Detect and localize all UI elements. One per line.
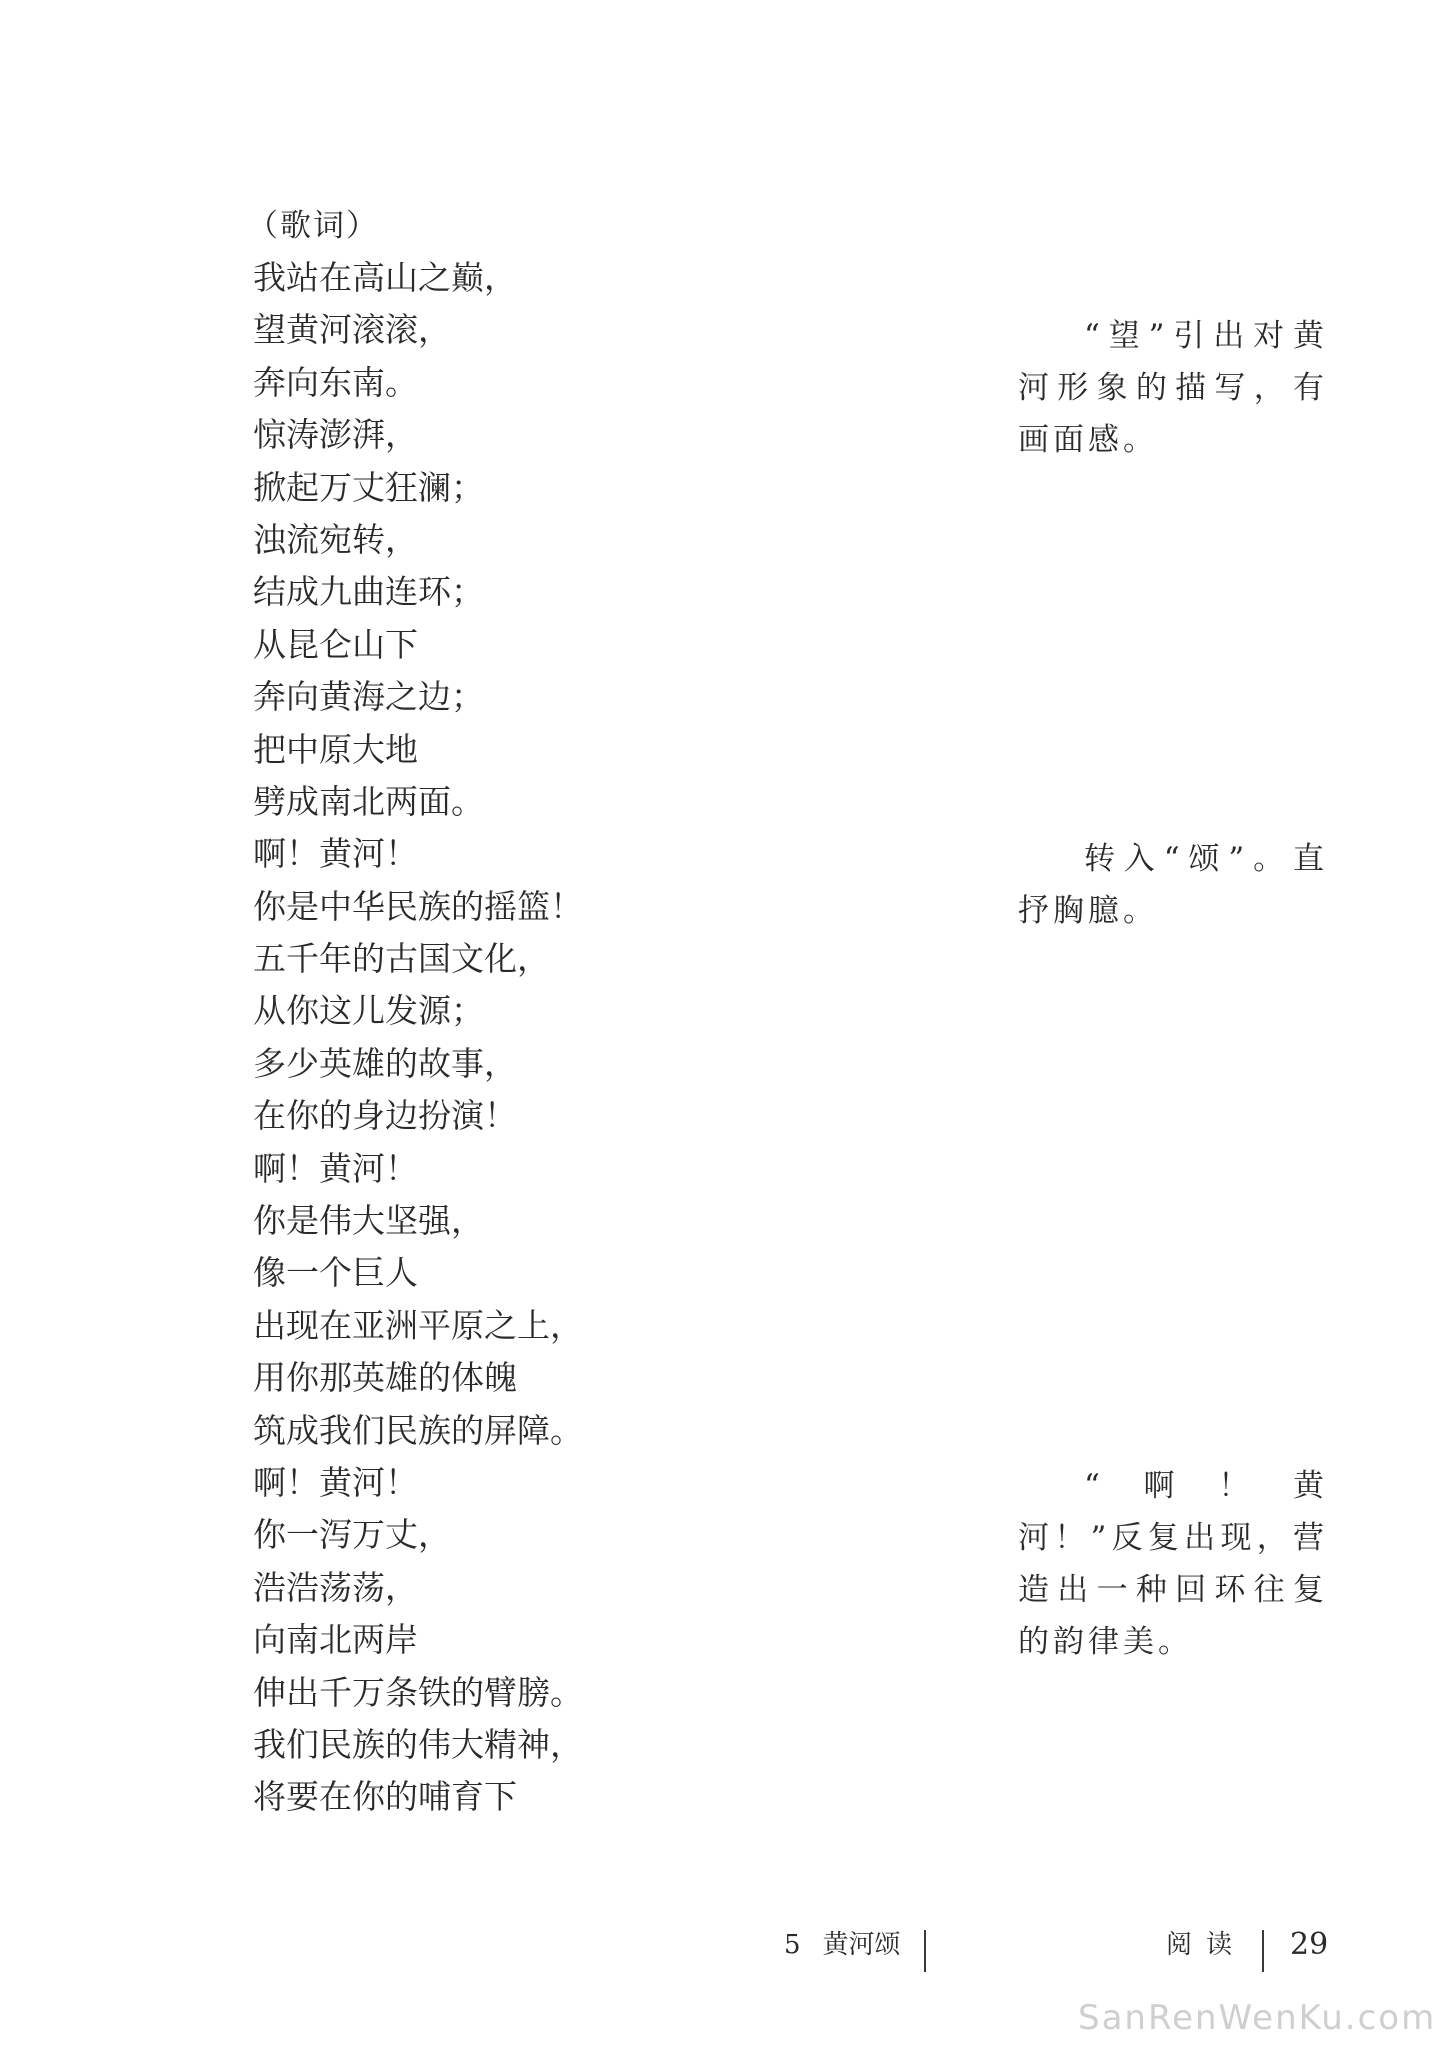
lyric-line: 结成九曲连环； <box>253 572 484 612</box>
lyric-line: 伸出千万条铁的臂膀。 <box>253 1672 583 1712</box>
margin-note: “望”引出对黄河形象的描写，有画面感。 <box>1018 318 1328 458</box>
lesson-number: 5 <box>784 1930 801 1960</box>
lyric-line: 五千年的古国文化， <box>253 939 550 979</box>
lyric-line: 把中原大地 <box>253 729 418 769</box>
lyric-line: 你是中华民族的摇篮！ <box>253 886 583 926</box>
lyric-line: 奔向黄海之边； <box>253 677 484 717</box>
lyric-line: 多少英雄的故事， <box>253 1043 517 1083</box>
lyric-line: 向南北两岸 <box>253 1620 418 1660</box>
lyric-line: 掀起万丈狂澜； <box>253 467 484 507</box>
footer-section: 阅读 <box>1166 1930 1247 1960</box>
lyric-line: 劈成南北两面。 <box>253 781 484 821</box>
page-number: 29 <box>1290 1927 1329 1962</box>
lyric-line: 从昆仑山下 <box>253 624 418 664</box>
lyric-line: 将要在你的哺育下 <box>253 1777 517 1817</box>
lyric-line: 筑成我们民族的屏障。 <box>253 1410 583 1450</box>
lyric-line: 奔向东南。 <box>253 362 418 402</box>
footer-divider <box>924 1930 926 1972</box>
lyric-line: 像一个巨人 <box>253 1253 418 1293</box>
lyric-line: 啊！黄河！ <box>253 834 418 874</box>
lesson-title: 黄河颂 <box>822 1930 901 1960</box>
lyrics-block <box>247 200 893 1824</box>
margin-note: “啊！黄河！”反复出现，营造出一种回环往复的韵律美。 <box>1018 1468 1328 1660</box>
lyric-line: 我站在高山之巅， <box>253 258 517 297</box>
lyric-line: 你是伟大坚强， <box>253 1201 484 1241</box>
margin-note: 转入“颂”。直抒胸臆。 <box>1018 841 1328 929</box>
lyric-line: 啊！黄河！ <box>253 1148 418 1188</box>
lyric-line: 出现在亚洲平原之上， <box>253 1305 583 1345</box>
lyric-line: 我们民族的伟大精神， <box>253 1724 583 1764</box>
lyrics-label: （歌词） <box>247 208 379 244</box>
lyric-line: 望黄河滚滚， <box>253 310 451 350</box>
lyric-line: 你一泻万丈， <box>253 1515 451 1555</box>
lyric-line: 惊涛澎湃， <box>253 415 418 455</box>
lyric-line: 浊流宛转， <box>253 519 418 559</box>
watermark: SanRenWenKu.com <box>1078 1998 1437 2038</box>
lyric-line: 在你的身边扮演！ <box>253 1096 517 1136</box>
lyric-line: 浩浩荡荡， <box>253 1567 418 1607</box>
lyric-line: 用你那英雄的体魄 <box>253 1358 517 1398</box>
footer-lesson <box>784 1925 901 1985</box>
footer-divider <box>1262 1930 1264 1972</box>
lyric-line: 啊！黄河！ <box>253 1462 418 1502</box>
lyric-line: 从你这儿发源； <box>253 991 484 1031</box>
